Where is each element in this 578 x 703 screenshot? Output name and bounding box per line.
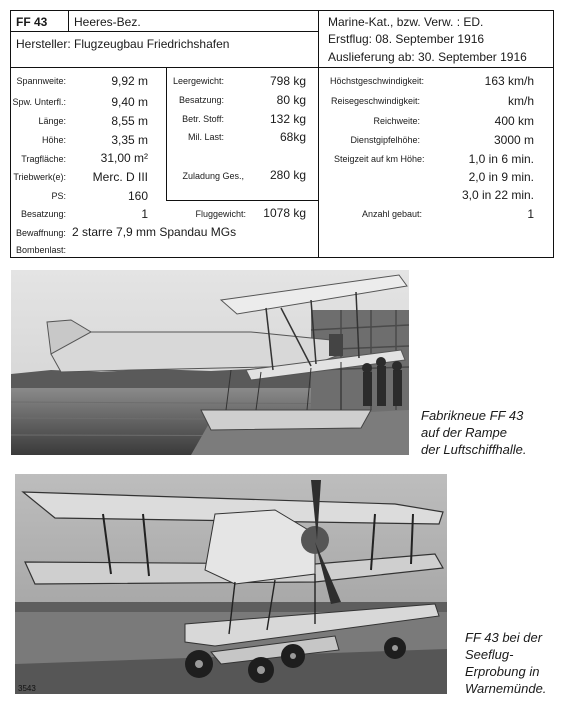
- weight-box-bottom: [166, 200, 318, 201]
- spec-label: Spannweite:: [16, 76, 66, 86]
- weight-value: 68kg: [279, 130, 306, 144]
- caption-line: auf der Rampe: [421, 425, 507, 440]
- weight-label: Leergewicht:: [172, 76, 224, 86]
- spec-value: 1: [141, 207, 148, 221]
- weight-value: 798 kg: [269, 74, 306, 88]
- spec-value: 9,92 m: [111, 74, 148, 88]
- perf-label: Steigzeit auf km Höhe:: [334, 154, 425, 164]
- type-code-divider: [68, 10, 69, 31]
- spec-label: Besatzung:: [20, 209, 66, 219]
- spec-label: Tragfläche:: [21, 154, 66, 164]
- maker-value: Flugzeugbau Friedrichshafen: [74, 37, 230, 51]
- perf-value: 3000 m: [493, 133, 534, 147]
- spec-value: 31,00 m²: [100, 151, 148, 165]
- perf-label: Reichweite:: [373, 116, 420, 126]
- spec-value: 3,35 m: [111, 133, 148, 147]
- caption-line: Seeflug-: [465, 647, 514, 662]
- spec-value: 8,55 m: [111, 114, 148, 128]
- weight-value: 132 kg: [269, 112, 306, 126]
- spec-label: Länge:: [38, 116, 66, 126]
- weight-label: Besatzung:: [178, 95, 224, 105]
- photo-seaplane-trials: [15, 474, 447, 694]
- caption-line: FF 43 bei der: [465, 630, 543, 645]
- built-value: 1: [527, 207, 534, 221]
- perf-value: km/h: [507, 94, 534, 108]
- built-label: Anzahl gebaut:: [362, 209, 423, 219]
- district-label: Heeres-Bez.: [74, 15, 141, 29]
- climb-3km: 3,0 in 22 min.: [461, 188, 534, 202]
- center-divider: [318, 10, 319, 258]
- photo1-caption: [421, 407, 527, 458]
- photo2-caption: [465, 629, 546, 697]
- spec-value: 9,40 m: [111, 95, 148, 109]
- weight-label: Zuladung Ges.,: [182, 171, 244, 181]
- perf-value: 1,0 in 6 min.: [468, 152, 534, 166]
- caption-line: Erprobung in: [465, 664, 540, 679]
- perf-label: Dienstgipfelhöhe:: [350, 135, 420, 145]
- type-code: FF 43: [16, 15, 48, 29]
- weight-value: 280 kg: [269, 168, 306, 182]
- weight-box-left: [166, 67, 167, 200]
- perf-value: 400 km: [494, 114, 534, 128]
- bombs-label: Bombenlast:: [16, 245, 67, 255]
- perf-label: Reisegeschwindigkeit:: [330, 96, 420, 106]
- header-bottom-line: [10, 67, 554, 68]
- first-flight: Erstflug: 08. September 1916: [328, 32, 485, 46]
- header-divider: [10, 31, 318, 32]
- caption-line: Warnemünde.: [465, 681, 547, 696]
- spec-label: Triebwerk(e):: [13, 172, 66, 182]
- marine-label: Marine-Kat., bzw. Verw. : ED.: [328, 15, 484, 29]
- weight-label: Betr. Stoff:: [182, 114, 224, 124]
- caption-line: der Luftschiffhalle.: [421, 442, 527, 457]
- perf-label: Höchstgeschwindigkeit:: [330, 76, 425, 86]
- weight-label: Fluggewicht:: [195, 209, 246, 219]
- spec-value: 160: [127, 189, 148, 203]
- caption-line: Fabrikneue FF 43: [421, 408, 524, 423]
- climb-2km: 2,0 in 9 min.: [468, 170, 534, 184]
- spec-value: Merc. D III: [92, 170, 148, 184]
- spec-label: Höhe:: [41, 135, 66, 145]
- spec-label: PS:: [51, 191, 66, 201]
- delivery-date: Auslieferung ab: 30. September 1916: [328, 50, 527, 64]
- photo-number: 3543: [18, 684, 36, 693]
- perf-value: 163 km/h: [484, 74, 534, 88]
- armament-value: 2 starre 7,9 mm Spandau MGs: [72, 225, 237, 239]
- weight-label: Mil. Last:: [187, 132, 224, 142]
- spec-label: Spw. Unterfl.:: [12, 97, 66, 107]
- photo-seaplane-on-ramp: [11, 270, 409, 455]
- weight-value: 1078 kg: [263, 206, 306, 220]
- weight-value: 80 kg: [276, 93, 306, 107]
- armament-label: Bewaffnung:: [16, 228, 66, 238]
- maker-label: Hersteller:: [16, 37, 71, 51]
